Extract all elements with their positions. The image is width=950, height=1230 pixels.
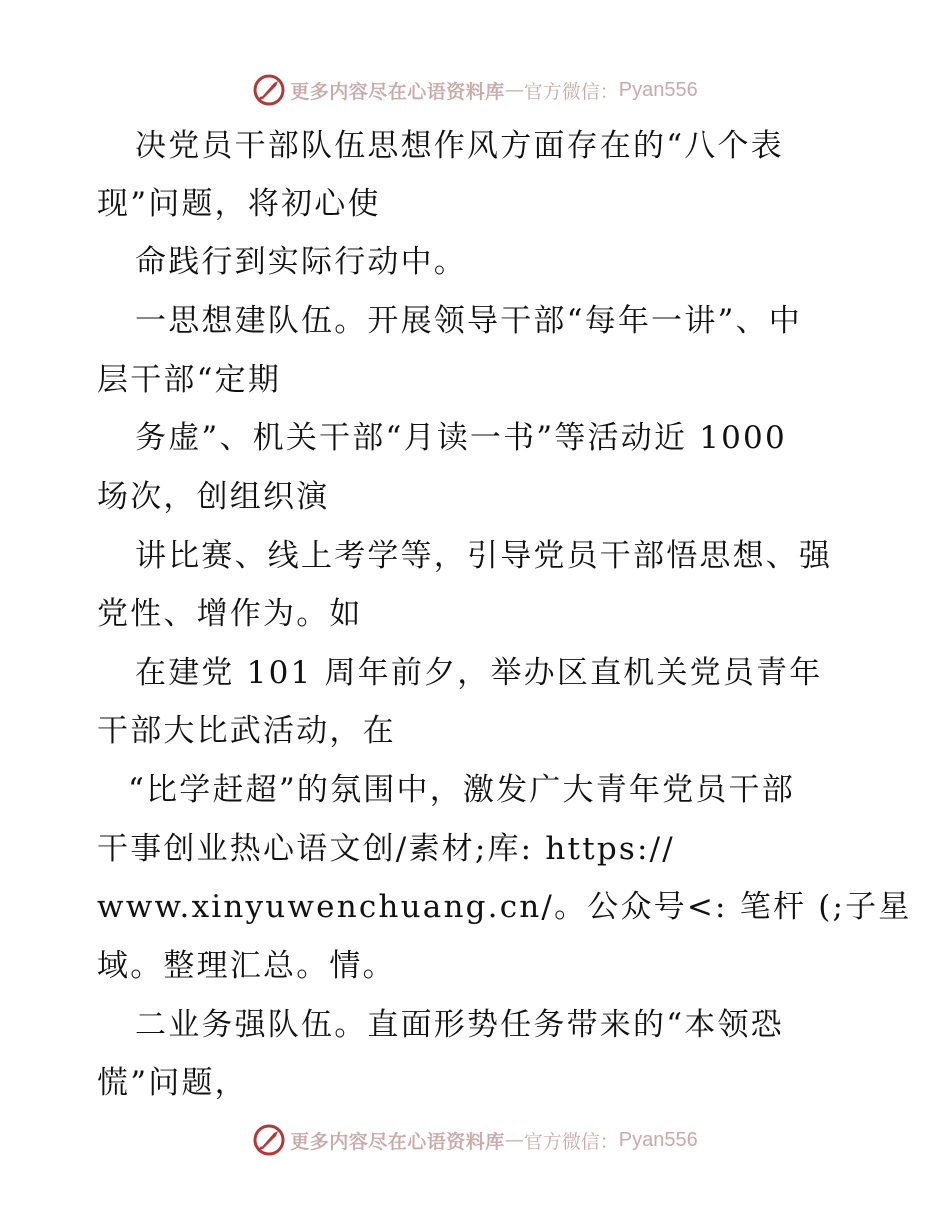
watermark-dash: — [504,1129,524,1151]
text-line: www.xinyuwenchuang.cn/。公众号<: 笔杆 (;子星 [97,889,912,925]
text-line: 一思想建队伍。开展领导干部“每年一讲”、中 [135,303,802,339]
text-line: 命践行到实际行动中。 [135,244,467,280]
watermark-wechat-label: 官方微信： [523,1130,619,1153]
watermark-site-text: 更多内容尽在心语资料库 [290,1130,505,1153]
watermark-site-text: 更多内容尽在心语资料库 [290,80,505,103]
text-line: 域。整理汇总。情。 [97,948,396,984]
text-line: 党性、增作为。如 [97,596,363,632]
text-line: 讲比赛、线上考学等，引导党员干部悟思想、强 [135,538,833,574]
watermark-wechat-id: Pyan556 [618,1128,698,1151]
quill-pen-logo-icon [252,1123,286,1157]
text-line: 现”问题，将初心使 [97,186,381,222]
text-line: 干事创业热心语文创/素材;库: https:// [97,831,675,867]
text-line: 干部大比武活动，在 [97,713,396,749]
text-line: “比学赶超”的氛围中，激发广大青年党员干部 [128,772,795,808]
text-line: 务虚”、机关干部“月读一书”等活动近 1000 [135,420,787,456]
text-line: 决党员干部队伍思想作风方面存在的“八个表 [135,128,784,164]
watermark-wechat-label: 官方微信： [523,80,619,103]
watermark-wechat-id: Pyan556 [618,78,698,101]
watermark-dash: — [504,79,524,101]
text-line: 在建党 101 周年前夕，举办区直机关党员青年 [135,655,823,691]
text-line: 慌”问题， [97,1065,248,1101]
text-line: 场次，创组织演 [97,479,330,515]
text-line: 二业务强队伍。直面形势任务带来的“本领恐 [135,1007,784,1043]
text-line: 层干部“定期 [97,362,282,398]
footer-watermark [0,1120,950,1160]
